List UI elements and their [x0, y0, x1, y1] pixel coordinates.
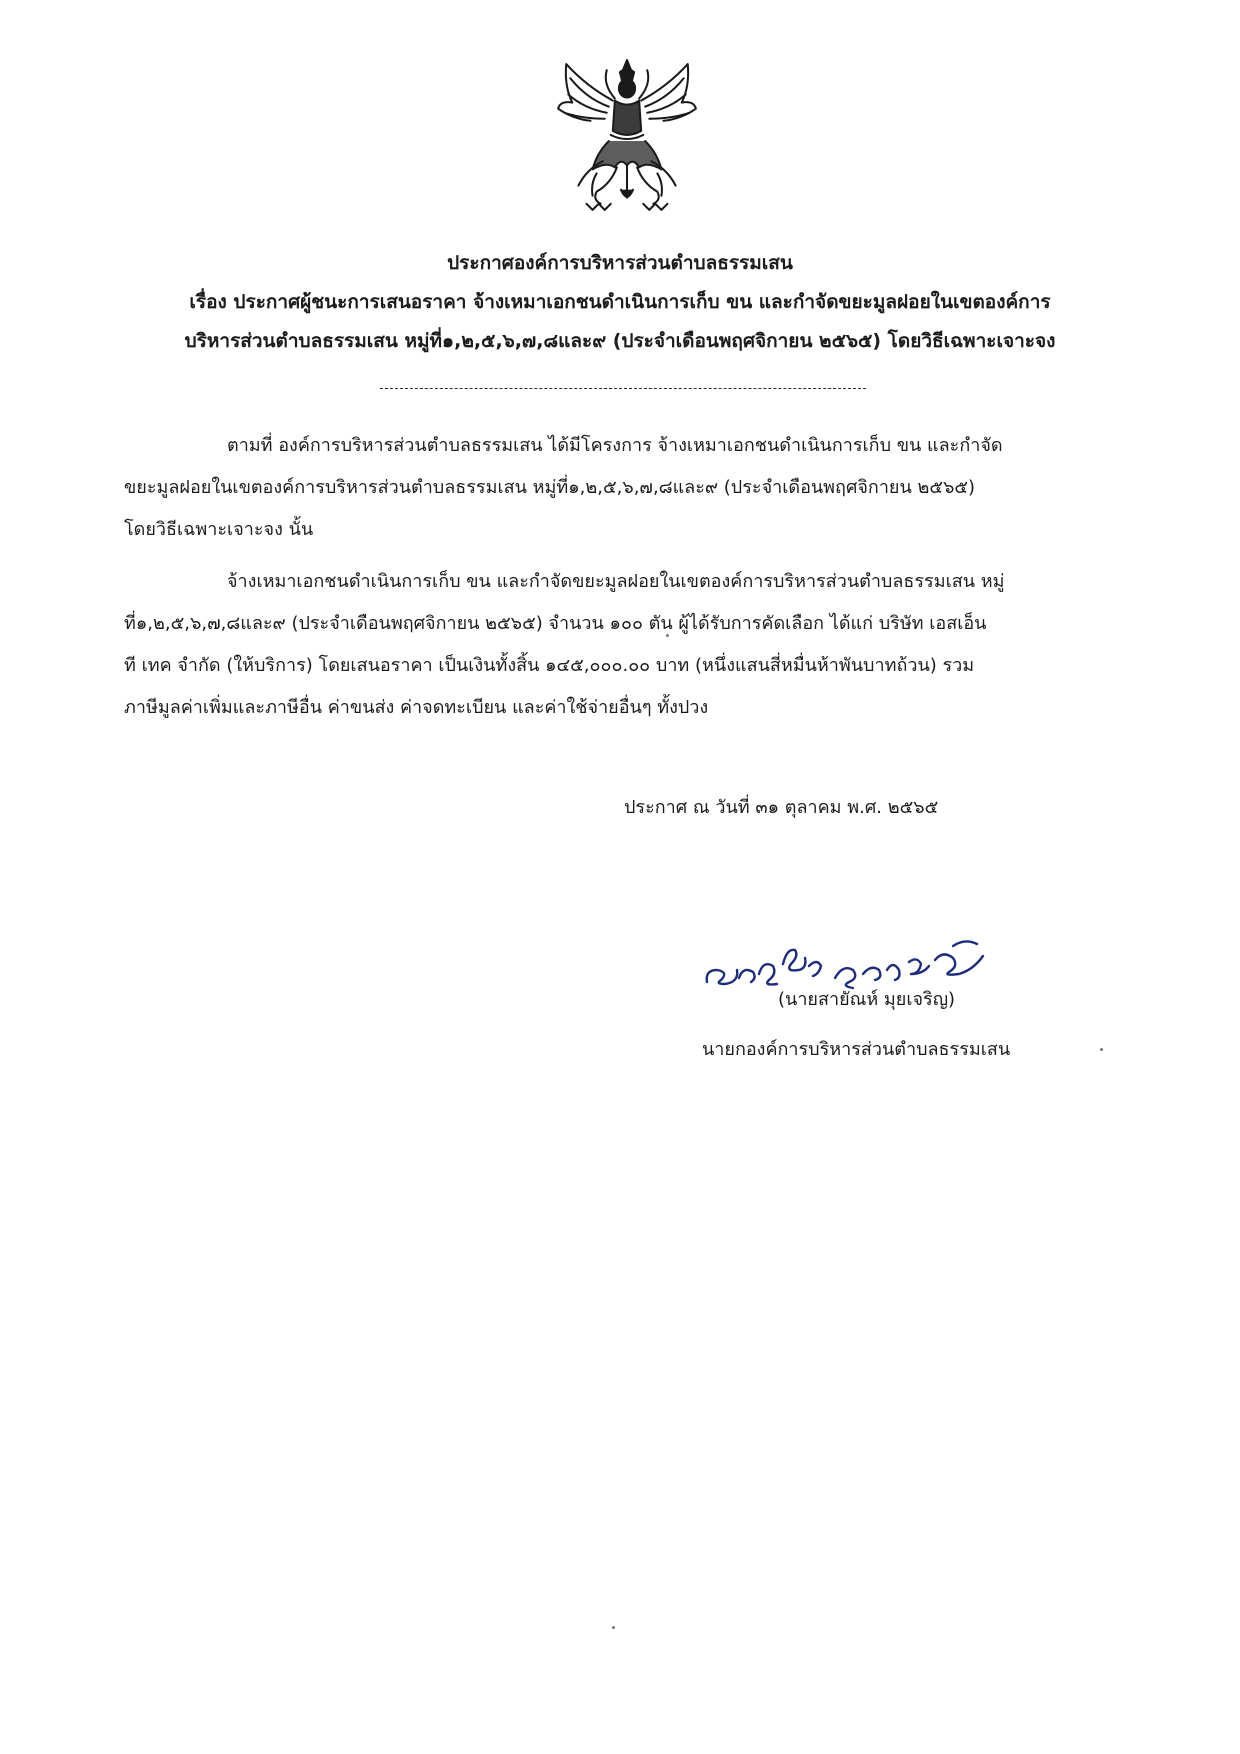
paragraph-1-line: โดยวิธีเฉพาะเจาะจง นั้น — [124, 519, 314, 540]
dashed-divider — [380, 388, 866, 389]
garuda-emblem-icon — [556, 56, 698, 218]
organization-title: ประกาศองค์การบริหารส่วนตำบลธรรมเสน — [447, 252, 793, 274]
scan-speck — [612, 1626, 615, 1629]
paragraph-2-line: ที่๑,๒,๕,๖,๗,๘และ๙ (ประจำเดือนพฤศจิกายน ๒๕๖๕) จำนวน ๑๐๐ ตัน ผู้ได้รับการคัดเลือก ได้แก่ บริษัท เอสเอ็น — [124, 613, 987, 634]
paragraph-1-line: ตามที่ องค์การบริหารส่วนตำบลธรรมเสน ได้มีโครงการ จ้างเหมาเอกชนดำเนินการเก็บ ขน และกำจัด — [227, 435, 1003, 456]
subject-line-1: เรื่อง ประกาศผู้ชนะการเสนอราคา จ้างเหมาเอกชนดำเนินการเก็บ ขน และกำจัดขยะมูลฝอยในเขตองค์การ — [189, 291, 1051, 313]
paragraph-2-line: ภาษีมูลค่าเพิ่มและภาษีอื่น ค่าขนส่ง ค่าจดทะเบียน และค่าใช้จ่ายอื่นๆ ทั้งปวง — [124, 697, 709, 718]
signer-position: นายกองค์การบริหารส่วนตำบลธรรมเสน — [702, 1039, 1011, 1060]
paragraph-2-line: ที เทค จำกัด (ให้บริการ) โดยเสนอราคา เป็นเงินทั้งสิ้น ๑๔๕,๐๐๐.๐๐ บาท (หนึ่งแสนสี่หมื่นห้าพันบาทถ้วน) รวม — [124, 655, 975, 676]
paragraph-1-line: ขยะมูลฝอยในเขตองค์การบริหารส่วนตำบลธรรมเสน หมู่ที่๑,๒,๕,๖,๗,๘และ๙ (ประจำเดือนพฤศจิกายน ๒๕๖๕) — [124, 477, 976, 498]
body-paragraph-1 — [124, 425, 1124, 551]
body-paragraph-2 — [124, 561, 1124, 729]
announcement-date: ประกาศ ณ วันที่ ๓๑ ตุลาคม พ.ศ. ๒๕๖๕ — [624, 797, 939, 818]
announcement-header — [0, 244, 1240, 361]
scan-speck — [1100, 1048, 1103, 1051]
scan-speck — [666, 634, 669, 637]
paragraph-2-line: จ้างเหมาเอกชนดำเนินการเก็บ ขน และกำจัดขยะมูลฝอยในเขตองค์การบริหารส่วนตำบลธรรมเสน หมู่ — [227, 571, 1005, 592]
signer-name: (นายสายัณห์ มุยเจริญ) — [778, 989, 956, 1010]
subject-line-2: บริหารส่วนตำบลธรรมเสน หมู่ที่๑,๒,๕,๖,๗,๘และ๙ (ประจำเดือนพฤศจิกายน ๒๕๖๕) โดยวิธีเฉพาะเจาะจง — [184, 330, 1056, 352]
